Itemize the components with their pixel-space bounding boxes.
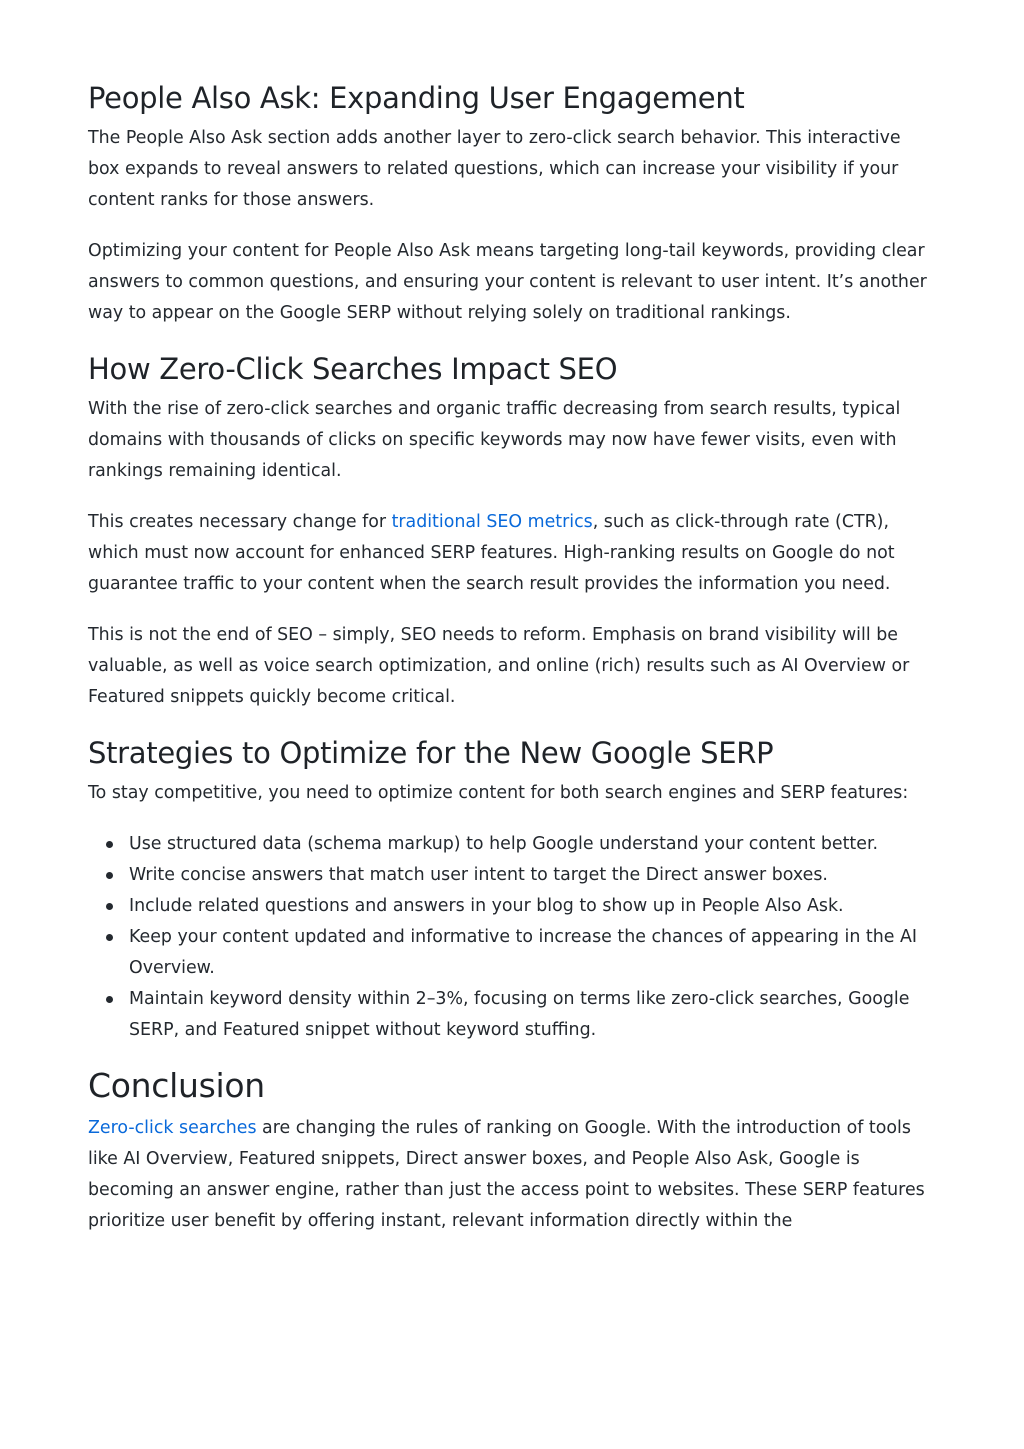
article-content xyxy=(88,78,928,1257)
list-item: Maintain keyword density within 2–3%, focusing on terms like zero-click searches, Google SERP, and Featured snippet without keyword stuffing. xyxy=(129,984,928,1046)
text-run: , such as click-through rate (CTR), which must now account for enhanced SERP features. High-ranking results on Google do not guarantee traffic to your content when the search result provides the information you need. xyxy=(88,512,895,594)
section-heading: Conclusion xyxy=(88,1066,265,1105)
section-strategies xyxy=(88,733,928,1046)
text-run: are changing the rules of ranking on Google. With the introduction of tools like AI Overview, Featured snippets, Direct answer boxes, and People Also Ask, Google is becoming an answer engine, rather than just the access point to websites. These SERP features prioritize user benefit by offering instant, relevant information directly within the xyxy=(88,1118,925,1231)
paragraph: To stay competitive, you need to optimize content for both search engines and SERP features: xyxy=(88,783,909,803)
paragraph: This is not the end of SEO – simply, SEO needs to reform. Emphasis on brand visibility will be valuable, as well as voice search optimization, and online (rich) results such as AI Overview or Featured snippets quickly become critical. xyxy=(88,625,910,707)
section-heading: People Also Ask: Expanding User Engagement xyxy=(88,81,745,115)
paragraph: The People Also Ask section adds another layer to zero-click search behavior. This interactive box expands to reveal answers to related questions, which can increase your visibility if your content ranks for those answers. xyxy=(88,128,901,210)
paragraph: Optimizing your content for People Also Ask means targeting long-tail keywords, providing clear answers to common questions, and ensuring your content is relevant to user intent. It’s another way to appear on the Google SERP without relying solely on traditional rankings. xyxy=(88,241,927,323)
text-run: This creates necessary change for xyxy=(88,512,392,532)
list-item: Write concise answers that match user intent to target the Direct answer boxes. xyxy=(129,860,928,891)
paragraph: With the rise of zero-click searches and organic traffic decreasing from search results, typical domains with thousands of clicks on specific keywords may now have fewer visits, even with rankings remaining identical. xyxy=(88,399,901,481)
zero-click-searches-link[interactable]: Zero-click searches xyxy=(88,1118,257,1138)
section-seo-impact xyxy=(88,349,928,713)
list-item: Keep your content updated and informative to increase the chances of appearing in the AI Overview. xyxy=(129,922,928,984)
list-item: Use structured data (schema markup) to help Google understand your content better. xyxy=(129,829,928,860)
strategy-list xyxy=(88,829,928,1046)
paragraph-with-link xyxy=(88,1113,928,1237)
section-heading: Strategies to Optimize for the New Google SERP xyxy=(88,736,774,770)
paragraph-with-link xyxy=(88,507,928,600)
traditional-seo-metrics-link[interactable]: traditional SEO metrics xyxy=(391,512,593,532)
section-people-also-ask xyxy=(88,78,928,329)
list-item: Include related questions and answers in your blog to show up in People Also Ask. xyxy=(129,891,928,922)
section-heading: How Zero-Click Searches Impact SEO xyxy=(88,352,618,386)
section-conclusion xyxy=(88,1064,928,1237)
